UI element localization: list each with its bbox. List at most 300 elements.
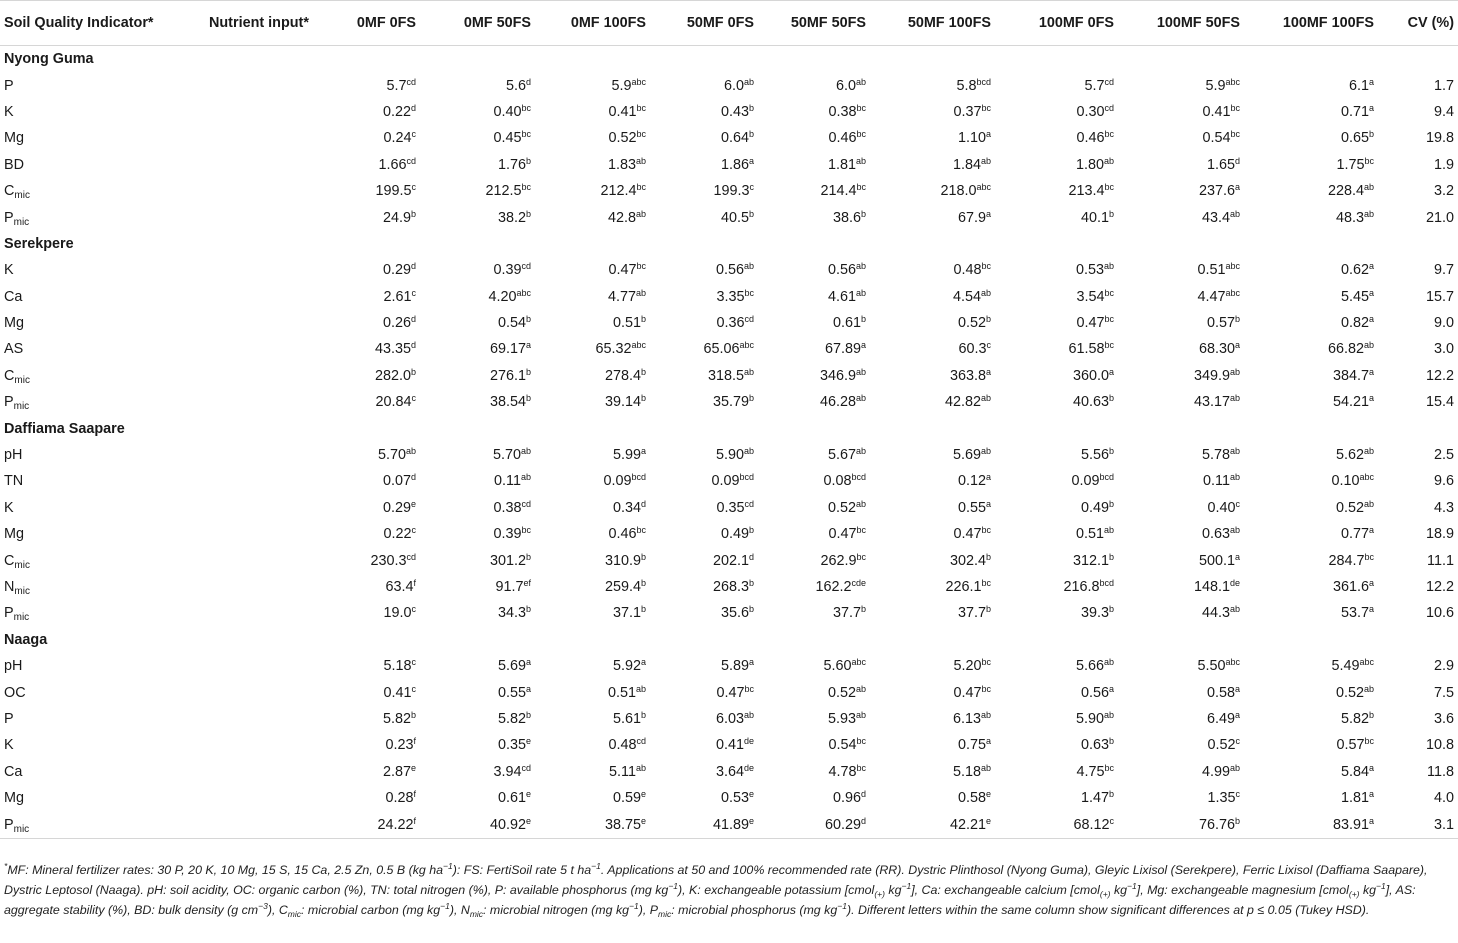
mean-value: 500.1 (1198, 552, 1235, 569)
mean-value: 0.56 (827, 262, 856, 279)
value-cell (1244, 125, 1378, 151)
footnote-subscript: mic (658, 909, 672, 919)
nutrient-input-cell (185, 468, 330, 494)
significance-letters: b (985, 314, 991, 325)
value-cell (870, 178, 995, 204)
value-cell (650, 363, 758, 389)
value-cell (1244, 310, 1378, 336)
significance-letters: abc (1225, 261, 1240, 272)
indicator-label: P (4, 394, 14, 411)
mean-value: 5.9 (1205, 77, 1226, 94)
mean-value: 0.53 (1075, 262, 1104, 279)
value-cell (420, 389, 535, 415)
significance-letters: d (410, 261, 416, 272)
mean-value: 0.59 (612, 790, 641, 807)
significance-letters: b (525, 393, 531, 404)
significance-letters: bc (521, 102, 531, 113)
indicator-label: K (4, 262, 14, 279)
significance-letters: ab (855, 155, 866, 166)
value-cell (650, 178, 758, 204)
mean-value: 5.84 (1340, 763, 1369, 780)
significance-letters: b (1108, 604, 1114, 615)
mean-value: 1.35 (1207, 790, 1236, 807)
indicator-cell (0, 574, 185, 600)
significance-letters: ab (1103, 525, 1114, 536)
significance-letters: bc (981, 578, 991, 588)
table-row (0, 653, 1458, 679)
value-cell (650, 72, 758, 98)
mean-value: 384.7 (1332, 367, 1369, 384)
value-cell (420, 204, 535, 230)
value-cell (1118, 178, 1244, 204)
significance-letters: b (640, 604, 646, 615)
significance-letters: d (525, 76, 531, 87)
table-row (0, 336, 1458, 362)
mean-value: 0.39 (493, 262, 522, 279)
indicator-label: P (4, 816, 14, 833)
value-cell (535, 389, 650, 415)
mean-value: 5.93 (827, 710, 856, 727)
indicator-subscript: mic (14, 586, 30, 597)
cv-value: 9.7 (1433, 262, 1454, 279)
value-cell (650, 468, 758, 494)
indicator-cell (0, 521, 185, 547)
value-cell (1118, 284, 1244, 310)
value-cell (1244, 336, 1378, 362)
value-cell (535, 574, 650, 600)
significance-letters: b (410, 366, 416, 377)
mean-value: 212.4 (600, 183, 637, 200)
footnote-text: kg (1359, 883, 1377, 897)
value-cell (420, 310, 535, 336)
significance-letters: bc (1230, 129, 1240, 140)
mean-value: 360.0 (1072, 367, 1109, 384)
significance-letters: abc (976, 182, 991, 193)
mean-value: 0.77 (1340, 526, 1369, 543)
value-cell (995, 785, 1118, 811)
value-cell (420, 547, 535, 573)
mean-value: 310.9 (604, 552, 641, 569)
significance-letters: bc (1364, 155, 1374, 166)
mean-value: 0.58 (957, 790, 986, 807)
significance-letters: cd (1104, 102, 1114, 113)
value-cell (995, 759, 1118, 785)
mean-value: 4.78 (828, 763, 857, 780)
footnote-subscript: mic (469, 909, 484, 919)
table-body (0, 46, 1458, 839)
value-cell (758, 600, 870, 626)
significance-letters: c (1235, 789, 1240, 800)
mean-value: 0.52 (827, 499, 856, 516)
mean-value: 53.7 (1340, 605, 1369, 622)
value-cell (995, 284, 1118, 310)
mean-value: 284.7 (1328, 552, 1365, 569)
mean-value: 5.70 (377, 447, 406, 464)
value-cell (1118, 574, 1244, 600)
table-row (0, 152, 1458, 178)
mean-value: 0.48 (953, 262, 982, 279)
mean-value: 0.09 (711, 473, 740, 490)
significance-letters: cd (744, 314, 754, 325)
value-cell (650, 204, 758, 230)
significance-letters: a (525, 683, 531, 694)
site-name: Naaga (4, 631, 48, 648)
value-cell (330, 257, 420, 283)
nutrient-input-cell (185, 284, 330, 310)
footnote-subscript: mic (287, 909, 302, 919)
value-cell (870, 363, 995, 389)
significance-letters: a (1368, 789, 1374, 800)
mean-value: 302.4 (949, 552, 986, 569)
mean-value: 68.30 (1198, 341, 1235, 358)
value-cell (870, 679, 995, 705)
significance-letters: a (1368, 525, 1374, 536)
significance-letters: ab (980, 709, 991, 720)
indicator-subscript: mic (13, 216, 30, 228)
mean-value: 162.2 (815, 579, 852, 595)
nutrient-input-cell (185, 204, 330, 230)
significance-letters: a (1108, 683, 1114, 694)
mean-value: 3.94 (493, 763, 522, 780)
value-cell (995, 336, 1118, 362)
significance-letters: ab (855, 393, 866, 404)
footnote-exponent: −1 (901, 881, 912, 891)
value-cell (1118, 72, 1244, 98)
value-cell (995, 363, 1118, 389)
mean-value: 226.1 (945, 579, 982, 595)
significance-letters: cd (521, 498, 531, 509)
mean-value: 301.2 (489, 552, 526, 569)
indicator-label: K (4, 103, 14, 120)
significance-letters: bc (521, 525, 531, 536)
mean-value: 40.92 (489, 816, 526, 833)
value-cell (330, 521, 420, 547)
significance-letters: cd (1104, 76, 1114, 87)
value-cell (650, 706, 758, 732)
mean-value: 278.4 (604, 367, 641, 384)
mean-value: 40.63 (1072, 394, 1109, 411)
value-cell (330, 363, 420, 389)
value-cell (330, 574, 420, 600)
significance-letters: f (413, 789, 416, 800)
value-cell (995, 178, 1118, 204)
value-cell (535, 495, 650, 521)
cv-value: 9.6 (1433, 473, 1454, 490)
value-cell (650, 336, 758, 362)
indicator-label: C (4, 183, 15, 200)
value-cell (330, 679, 420, 705)
mean-value: 5.67 (827, 447, 856, 464)
nutrient-input-cell (185, 257, 330, 283)
significance-letters: cd (521, 261, 531, 272)
cv-value: 1.7 (1433, 77, 1454, 94)
header-cell: 50MF 50FS (758, 1, 870, 46)
significance-letters: d (640, 498, 646, 509)
mean-value: 5.50 (1197, 658, 1226, 675)
table-row (0, 468, 1458, 494)
value-cell (758, 679, 870, 705)
mean-value: 5.92 (612, 658, 641, 675)
table-row (0, 547, 1458, 573)
mean-value: 0.54 (497, 315, 526, 332)
value-cell (995, 495, 1118, 521)
significance-letters: bcd (1099, 578, 1114, 588)
significance-letters: bc (636, 525, 646, 536)
mean-value: 0.47 (953, 526, 982, 543)
value-cell (535, 125, 650, 151)
mean-value: 0.11 (494, 473, 521, 490)
nutrient-input-cell (185, 178, 330, 204)
value-cell (330, 284, 420, 310)
significance-letters: ab (635, 208, 646, 219)
mean-value: 5.9 (611, 77, 632, 94)
significance-letters: b (1234, 815, 1240, 826)
footnote-exponent: −1 (629, 901, 639, 911)
cv-value: 15.4 (1425, 394, 1454, 411)
significance-letters: ab (520, 472, 531, 483)
significance-letters: bc (1104, 182, 1114, 193)
value-cell (870, 785, 995, 811)
mean-value: 0.30 (1076, 103, 1105, 120)
significance-letters: bc (981, 657, 991, 668)
significance-letters: bcd (739, 472, 754, 483)
value-cell (870, 72, 995, 98)
cv-value: 11.1 (1427, 552, 1454, 569)
mean-value: 5.69 (497, 658, 526, 675)
significance-letters: ab (1229, 446, 1240, 457)
significance-letters: abc (1225, 657, 1240, 668)
mean-value: 199.5 (375, 183, 412, 200)
value-cell (650, 99, 758, 125)
mean-value: 228.4 (1327, 183, 1364, 200)
significance-letters: ab (743, 366, 754, 377)
significance-letters: a (1368, 102, 1374, 113)
significance-letters: ab (855, 683, 866, 694)
value-cell (1118, 759, 1244, 785)
mean-value: 0.54 (1202, 130, 1231, 147)
indicator-subscript: mic (13, 823, 30, 835)
cv-value: 12.2 (1425, 579, 1454, 595)
mean-value: 5.82 (497, 710, 526, 727)
mean-value: 4.54 (952, 288, 981, 305)
significance-letters: a (1368, 76, 1374, 87)
mean-value: 5.82 (382, 710, 411, 727)
mean-value: 5.11 (609, 763, 636, 780)
value-cell (330, 72, 420, 98)
value-cell (1118, 442, 1244, 468)
mean-value: 60.3 (958, 341, 987, 358)
mean-value: 43.4 (1201, 209, 1230, 226)
indicator-cell (0, 653, 185, 679)
mean-value: 0.10 (1331, 473, 1360, 490)
significance-letters: ab (855, 366, 866, 377)
mean-value: 276.1 (489, 367, 526, 384)
significance-letters: e (410, 762, 416, 773)
mean-value: 0.49 (1080, 499, 1109, 516)
mean-value: 3.64 (715, 763, 744, 780)
mean-value: 1.83 (607, 156, 636, 173)
footnote-exponent: −1 (668, 881, 679, 891)
header-row (0, 1, 1458, 46)
significance-letters: bc (1364, 736, 1374, 747)
value-cell (650, 759, 758, 785)
mean-value: 5.66 (1075, 658, 1104, 675)
mean-value: 5.60 (823, 658, 852, 675)
significance-letters: e (985, 789, 991, 800)
mean-value: 5.61 (612, 710, 641, 727)
value-cell (1244, 811, 1378, 838)
indicator-label: BD (4, 156, 24, 173)
nutrient-input-cell (185, 310, 330, 336)
value-cell (535, 785, 650, 811)
table-row (0, 679, 1458, 705)
mean-value: 0.35 (716, 499, 745, 516)
significance-letters: bc (1104, 340, 1114, 351)
value-cell (758, 310, 870, 336)
nutrient-input-cell (185, 732, 330, 758)
value-cell (995, 389, 1118, 415)
significance-letters: ab (980, 155, 991, 166)
mean-value: 5.7 (1084, 77, 1105, 94)
significance-letters: e (640, 789, 646, 800)
significance-letters: ab (1103, 155, 1114, 166)
value-cell (1244, 574, 1378, 600)
value-cell (535, 336, 650, 362)
significance-letters: a (985, 736, 991, 747)
mean-value: 4.99 (1201, 763, 1230, 780)
significance-letters: de (743, 762, 754, 773)
significance-letters: bc (856, 736, 866, 747)
significance-letters: f (413, 736, 416, 747)
significance-letters: bc (1104, 314, 1114, 325)
significance-letters: abc (1359, 472, 1374, 483)
footnote-exponent: −1 (591, 861, 601, 871)
nutrient-input-cell (185, 653, 330, 679)
value-cell (535, 178, 650, 204)
significance-letters: d (860, 789, 866, 800)
indicator-subscript: mic (13, 401, 30, 413)
mean-value: 44.3 (1201, 605, 1230, 622)
mean-value: 0.45 (493, 130, 522, 147)
significance-letters: a (1234, 683, 1240, 694)
value-cell (1118, 336, 1244, 362)
mean-value: 1.47 (1080, 790, 1109, 807)
footnote-text: ), N (449, 903, 470, 917)
mean-value: 40.1 (1080, 209, 1109, 226)
mean-value: 6.0 (835, 77, 856, 94)
nutrient-input-cell (185, 679, 330, 705)
significance-letters: de (743, 736, 754, 747)
value-cell (330, 442, 420, 468)
value-cell (758, 72, 870, 98)
nutrient-input-cell (185, 125, 330, 151)
table-row (0, 732, 1458, 758)
value-cell (535, 72, 650, 98)
table-row (0, 574, 1458, 600)
value-cell (330, 495, 420, 521)
footnote-exponent: −3 (258, 901, 268, 911)
value-cell (1118, 125, 1244, 151)
value-cell (1244, 99, 1378, 125)
significance-letters: ab (855, 498, 866, 509)
mean-value: 0.61 (832, 315, 861, 332)
site-row (0, 415, 1458, 441)
table-row (0, 99, 1458, 125)
mean-value: 2.87 (382, 763, 411, 780)
significance-letters: a (1234, 551, 1240, 562)
site-name: Nyong Guma (4, 51, 94, 68)
footnote-exponent: −1 (1376, 881, 1386, 891)
significance-letters: b (748, 102, 754, 113)
indicator-cell (0, 679, 185, 705)
significance-letters: ab (743, 261, 754, 272)
mean-value: 0.48 (608, 737, 637, 754)
significance-letters: b (1108, 551, 1114, 562)
indicator-cell (0, 495, 185, 521)
value-cell (420, 99, 535, 125)
cv-value: 1.9 (1433, 156, 1454, 173)
value-cell (650, 653, 758, 679)
significance-letters: d (410, 314, 416, 325)
significance-letters: abc (631, 340, 646, 351)
value-cell (330, 547, 420, 573)
mean-value: 0.82 (1340, 315, 1369, 332)
mean-value: 24.22 (377, 816, 414, 833)
mean-value: 5.62 (1335, 447, 1364, 464)
significance-letters: e (525, 789, 531, 800)
significance-letters: e (640, 815, 646, 826)
mean-value: 6.49 (1206, 710, 1235, 727)
significance-letters: cd (406, 551, 416, 562)
value-cell (1244, 495, 1378, 521)
footnote-text: kg (1110, 883, 1128, 897)
table-row (0, 785, 1458, 811)
value-cell (1244, 284, 1378, 310)
value-cell (650, 495, 758, 521)
mean-value: 34.3 (497, 605, 526, 622)
significance-letters: abc (1225, 287, 1240, 298)
value-cell (1118, 152, 1244, 178)
significance-letters: bc (981, 525, 991, 536)
mean-value: 0.47 (716, 684, 745, 701)
footnote-text: ], Mg: exchangeable magnesium [cmol (1136, 883, 1349, 897)
value-cell (650, 521, 758, 547)
mean-value: 4.77 (607, 288, 636, 305)
value-cell (758, 785, 870, 811)
mean-value: 0.75 (957, 737, 986, 754)
value-cell (758, 152, 870, 178)
significance-letters: abc (739, 340, 754, 351)
mean-value: 0.56 (715, 262, 744, 279)
significance-letters: cd (406, 76, 416, 87)
significance-letters: bc (856, 102, 866, 113)
mean-value: 5.99 (612, 447, 641, 464)
significance-letters: abc (631, 76, 646, 87)
value-cell (995, 257, 1118, 283)
significance-letters: ab (1363, 498, 1374, 509)
mean-value: 0.46 (608, 526, 637, 543)
value-cell (995, 811, 1118, 838)
significance-letters: a (748, 657, 754, 668)
significance-letters: ab (1229, 393, 1240, 404)
significance-letters: bc (1364, 551, 1374, 562)
significance-letters: c (749, 182, 754, 193)
table-row (0, 72, 1458, 98)
value-cell (870, 600, 995, 626)
significance-letters: bc (636, 129, 646, 140)
value-cell (535, 600, 650, 626)
value-cell (330, 653, 420, 679)
